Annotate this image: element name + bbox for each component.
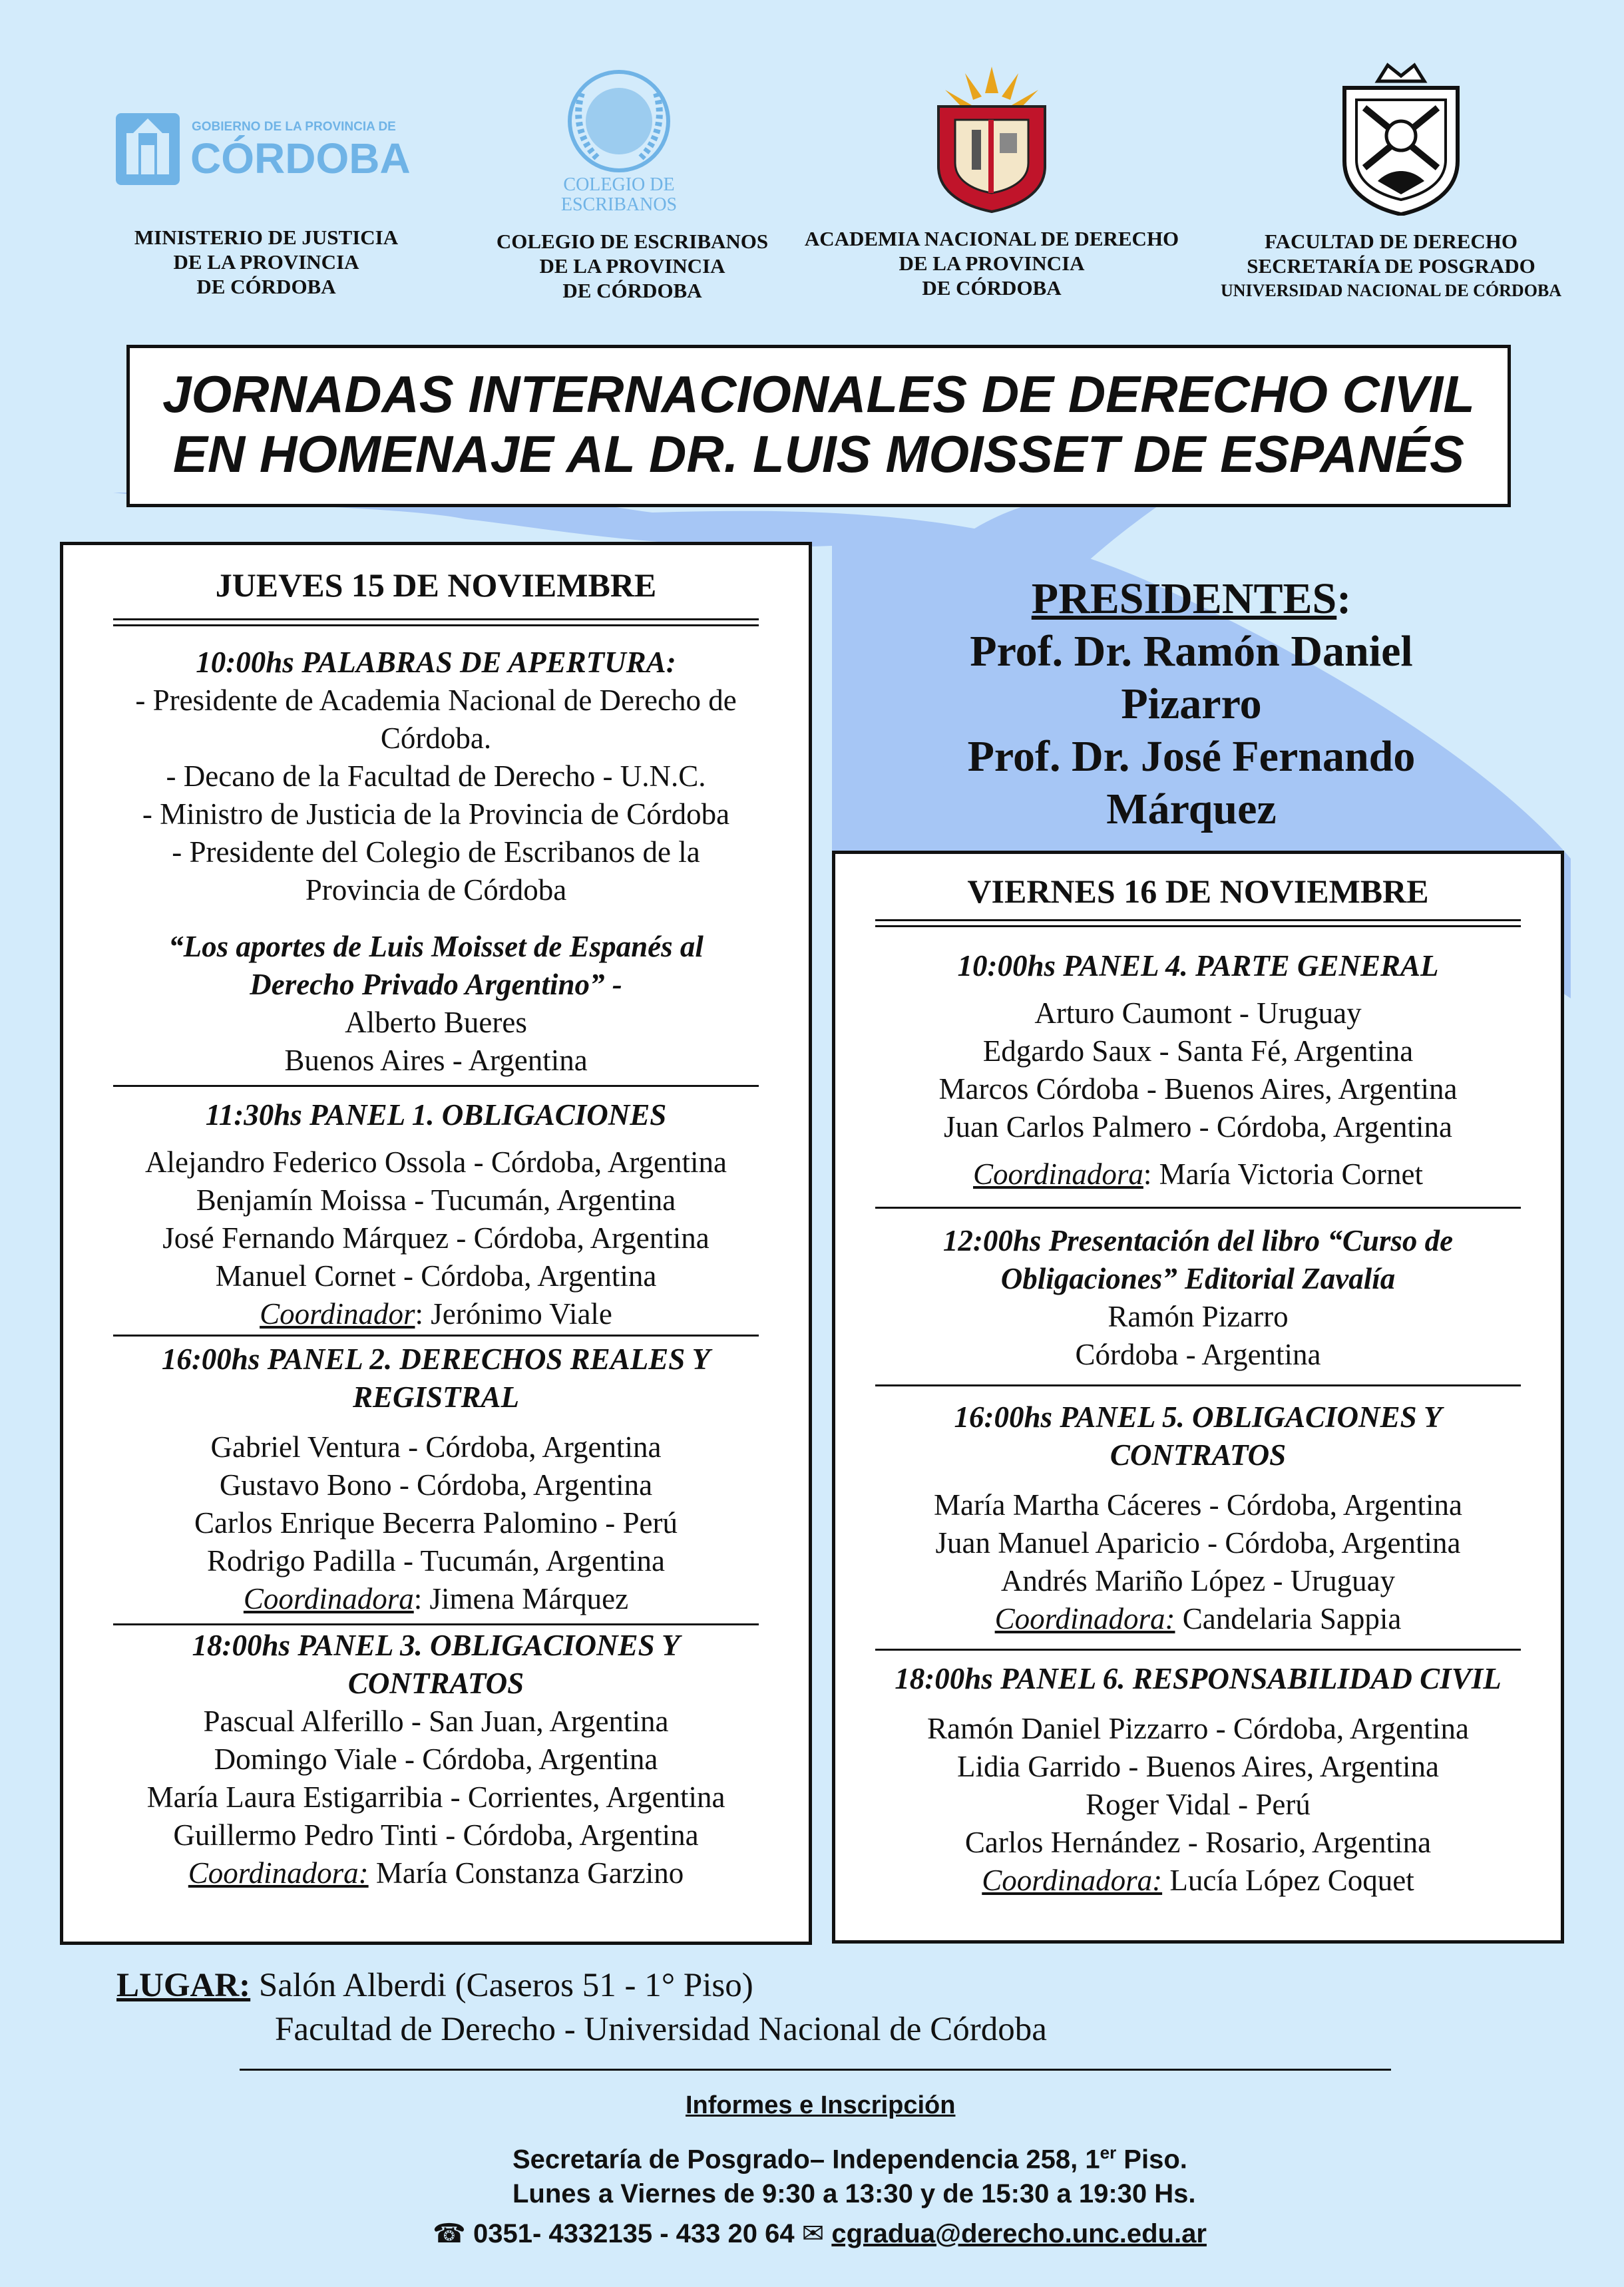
coordinator-separator	[369, 1856, 376, 1890]
info-contact	[433, 2216, 1207, 2251]
panel-title: 10:00hs PANEL 4. PARTE GENERAL	[957, 949, 1439, 982]
panel-4	[835, 947, 1561, 1193]
logo-text-line2: ESCRIBANOS	[560, 194, 678, 215]
lecture-section	[63, 928, 809, 1080]
book-presentation	[835, 1222, 1561, 1374]
phone-icon: ☎	[433, 2219, 466, 2248]
info-address-sup: er	[1100, 2143, 1117, 2163]
event-title-line1: JORNADAS INTERNACIONALES DE DERECHO CIVIL	[162, 365, 1475, 423]
speaker-line: Córdoba - Argentina	[1075, 1338, 1321, 1371]
venue-label: LUGAR:	[116, 1967, 251, 2004]
president-line: Prof. Dr. José Fernando	[967, 732, 1416, 781]
presidents-colon: :	[1336, 574, 1352, 623]
panel-1	[63, 1096, 809, 1333]
coordinator-label: Coordinadora:	[982, 1864, 1163, 1897]
org-colegio-escribanos	[466, 229, 799, 303]
logo-text-line1: COLEGIO DE	[563, 174, 675, 195]
info-address	[512, 2135, 1187, 2177]
coordinator-line	[63, 1295, 809, 1333]
coordinator-name: María Victoria Cornet	[1159, 1157, 1423, 1191]
speaker-line: Carlos Hernández - Rosario, Argentina	[964, 1826, 1432, 1859]
presidents-heading	[905, 572, 1478, 625]
speaker-line: Buenos Aires - Argentina	[284, 1044, 588, 1077]
coordinator-separator	[1175, 1602, 1182, 1635]
coordinator-name: Jerónimo Viale	[431, 1297, 612, 1331]
thursday-schedule-card	[60, 542, 812, 1945]
speaker-line: Carlos Enrique Becerra Palomino - Perú	[194, 1506, 678, 1540]
panel-title: 18:00hs PANEL 6. RESPONSABILIDAD CIVIL	[895, 1662, 1502, 1695]
phone-numbers: 0351- 4332135 - 433 20 64	[473, 2219, 795, 2248]
venue-line1	[116, 1964, 1047, 2007]
coordinator-separator: :	[415, 1297, 431, 1331]
speaker-line: Ramón Pizarro	[1108, 1300, 1289, 1333]
speaker-line: Juan Carlos Palmero - Córdoba, Argentina	[943, 1110, 1453, 1144]
org-line: DE LA PROVINCIA	[899, 252, 1085, 275]
org-line: SECRETARÍA DE POSGRADO	[1247, 254, 1535, 278]
info-address-main: Secretaría de Posgrado– Independencia 258, 1	[512, 2145, 1100, 2175]
org-line: DE LA PROVINCIA	[173, 250, 359, 274]
opening-line: Provincia de Córdoba	[305, 873, 567, 907]
section-divider	[875, 1384, 1521, 1386]
speaker-line: Gustavo Bono - Córdoba, Argentina	[219, 1468, 653, 1502]
presidents-block	[905, 572, 1478, 835]
lecture-title: Derecho Privado Argentino” -	[250, 968, 622, 1001]
venue-block	[116, 1964, 1047, 2051]
gobierno-cordoba-logo	[113, 106, 413, 193]
friday-schedule-card	[832, 851, 1564, 1944]
speaker-line: Benjamín Moissa - Tucumán, Argentina	[196, 1183, 676, 1217]
speaker-line: Gabriel Ventura - Córdoba, Argentina	[210, 1430, 662, 1464]
panel-3	[63, 1627, 809, 1892]
speaker-line: Andrés Mariño López - Uruguay	[1000, 1564, 1396, 1597]
section-divider	[113, 1085, 759, 1087]
org-line: DE CÓRDOBA	[922, 276, 1062, 300]
org-line: MINISTERIO DE JUSTICIA	[134, 226, 399, 249]
speaker-line: Domingo Viale - Córdoba, Argentina	[214, 1743, 658, 1776]
event-title-line2: EN HOMENAJE AL DR. LUIS MOISSET DE ESPANÉS	[172, 425, 1465, 483]
org-line: FACULTAD DE DERECHO	[1264, 230, 1518, 253]
panel-title: 16:00hs PANEL 5. OBLIGACIONES Y	[954, 1400, 1442, 1434]
coordinator-name: Lucía López Coquet	[1169, 1864, 1414, 1897]
coordinator-name: Candelaria Sappia	[1182, 1602, 1402, 1635]
panel-title: 12:00hs Presentación del libro “Curso de	[942, 1224, 1454, 1257]
panel-5	[835, 1398, 1561, 1638]
coordinator-separator: :	[413, 1582, 430, 1615]
speaker-line: José Fernando Márquez - Córdoba, Argentina	[162, 1221, 710, 1255]
panel-title: Obligaciones” Editorial Zavalía	[1000, 1262, 1396, 1295]
lecture-title: “Los aportes de Luis Moisset de Espanés al	[168, 930, 704, 963]
org-line: COLEGIO DE ESCRIBANOS	[496, 230, 769, 253]
org-facultad-derecho	[1198, 229, 1584, 303]
opening-line: - Decano de la Facultad de Derecho - U.N.C.	[166, 759, 706, 793]
opening-line: - Presidente del Colegio de Escribanos de la	[172, 835, 700, 869]
academia-crest-logo	[925, 67, 1058, 213]
org-line: DE CÓRDOBA	[562, 279, 702, 302]
speaker-line: María Martha Cáceres - Córdoba, Argentina	[934, 1488, 1462, 1522]
opening-line: - Ministro de Justicia de la Provincia de Córdoba	[142, 797, 730, 831]
coordinator-label: Coordinadora:	[188, 1856, 369, 1890]
logo-text-large: CÓRDOBA	[190, 134, 411, 182]
speaker-line: Pascual Alferillo - San Juan, Argentina	[203, 1705, 669, 1738]
double-divider	[113, 618, 759, 626]
opening-line: - Presidente de Academia Nacional de Derecho de	[135, 684, 737, 717]
coordinator-separator	[1162, 1864, 1169, 1897]
org-line: ACADEMIA NACIONAL DE DERECHO	[804, 227, 1179, 250]
logo-text-small: GOBIERNO DE LA PROVINCIA DE	[192, 120, 396, 134]
speaker-line: Manuel Cornet - Córdoba, Argentina	[215, 1259, 657, 1293]
panel-title: CONTRATOS	[347, 1667, 524, 1700]
org-ministerio-justicia	[100, 225, 433, 299]
speaker-line: Rodrigo Padilla - Tucumán, Argentina	[207, 1544, 665, 1577]
org-line: DE CÓRDOBA	[196, 275, 336, 298]
speaker-line: Alberto Bueres	[345, 1006, 527, 1039]
info-heading: Informes e Inscripción	[686, 2091, 956, 2119]
session-title: 10:00hs PALABRAS DE APERTURA:	[196, 646, 676, 679]
coordinator-line	[63, 1854, 809, 1892]
speaker-line: Ramón Daniel Pizzarro - Córdoba, Argentina	[927, 1712, 1469, 1745]
speaker-line: Edgardo Saux - Santa Fé, Argentina	[982, 1034, 1414, 1068]
venue-line2: Facultad de Derecho - Universidad Nacional de Córdoba	[275, 2011, 1047, 2048]
speaker-line: Lidia Garrido - Buenos Aires, Argentina	[956, 1750, 1440, 1783]
presidents-label: PRESIDENTES	[1031, 574, 1337, 623]
panel-title: 18:00hs PANEL 3. OBLIGACIONES Y	[192, 1629, 680, 1662]
envelope-icon: ✉	[801, 2219, 825, 2248]
coordinator-line	[835, 1862, 1561, 1900]
opening-line: Córdoba.	[380, 722, 492, 755]
coordinator-name: María Constanza Garzino	[375, 1856, 684, 1890]
info-hours: Lunes a Viernes de 9:30 a 13:30 y de 15:30 a 19:30 Hs.	[512, 2179, 1196, 2208]
president-line: Márquez	[1106, 785, 1277, 833]
panel-title: 16:00hs PANEL 2. DERECHOS REALES Y	[161, 1343, 711, 1376]
org-line: DE LA PROVINCIA	[539, 254, 725, 278]
speaker-line: Juan Manuel Aparicio - Córdoba, Argentina	[935, 1526, 1461, 1559]
coordinator-line	[835, 1155, 1561, 1193]
panel-title: REGISTRAL	[352, 1380, 520, 1414]
coordinator-separator: :	[1143, 1157, 1159, 1191]
coordinator-line	[63, 1580, 809, 1618]
section-divider	[875, 1207, 1521, 1209]
coordinator-label: Coordinadora:	[994, 1602, 1175, 1635]
speaker-line: Guillermo Pedro Tinti - Córdoba, Argentina	[173, 1818, 699, 1852]
president-line: Prof. Dr. Ramón Daniel	[970, 627, 1413, 676]
opening-section	[63, 644, 809, 909]
venue-hall: Salón Alberdi (Caseros 51 - 1° Piso)	[258, 1967, 753, 2004]
speaker-line: Arturo Caumont - Uruguay	[1034, 996, 1362, 1030]
org-line: UNIVERSIDAD NACIONAL DE CÓRDOBA	[1220, 281, 1562, 300]
coordinator-name: Jimena Márquez	[429, 1582, 629, 1615]
panel-title: CONTRATOS	[1110, 1438, 1287, 1472]
speaker-line: Alejandro Federico Ossola - Córdoba, Argentina	[145, 1145, 727, 1179]
coordinator-label: Coordinadora	[973, 1157, 1143, 1191]
coordinator-label: Coordinadora	[243, 1582, 414, 1615]
speaker-line: María Laura Estigarribia - Corrientes, Argentina	[146, 1780, 725, 1814]
coordinator-label: Coordinador	[260, 1297, 415, 1331]
colegio-escribanos-logo	[552, 67, 686, 220]
panel-2	[63, 1341, 809, 1618]
double-divider	[875, 919, 1521, 927]
day-heading: JUEVES 15 DE NOVIEMBRE	[215, 566, 657, 604]
speaker-line: Roger Vidal - Perú	[1086, 1788, 1311, 1821]
info-address-end: Piso.	[1116, 2145, 1187, 2175]
event-title-box	[126, 345, 1511, 507]
day-heading: VIERNES 16 DE NOVIEMBRE	[967, 873, 1429, 910]
org-academia-nacional	[785, 226, 1198, 300]
section-divider	[113, 1623, 759, 1625]
section-divider	[875, 1649, 1521, 1651]
panel-title: 11:30hs PANEL 1. OBLIGACIONES	[205, 1098, 667, 1132]
footer-divider	[240, 2069, 1391, 2071]
unc-crest-logo	[1338, 61, 1464, 216]
coordinator-line	[835, 1600, 1561, 1638]
section-divider	[113, 1335, 759, 1337]
email-link[interactable]: cgradua@derecho.unc.edu.ar	[831, 2219, 1207, 2248]
president-line: Pizarro	[1121, 680, 1262, 728]
panel-6	[835, 1660, 1561, 1900]
speaker-line: Marcos Córdoba - Buenos Aires, Argentina	[938, 1072, 1458, 1106]
